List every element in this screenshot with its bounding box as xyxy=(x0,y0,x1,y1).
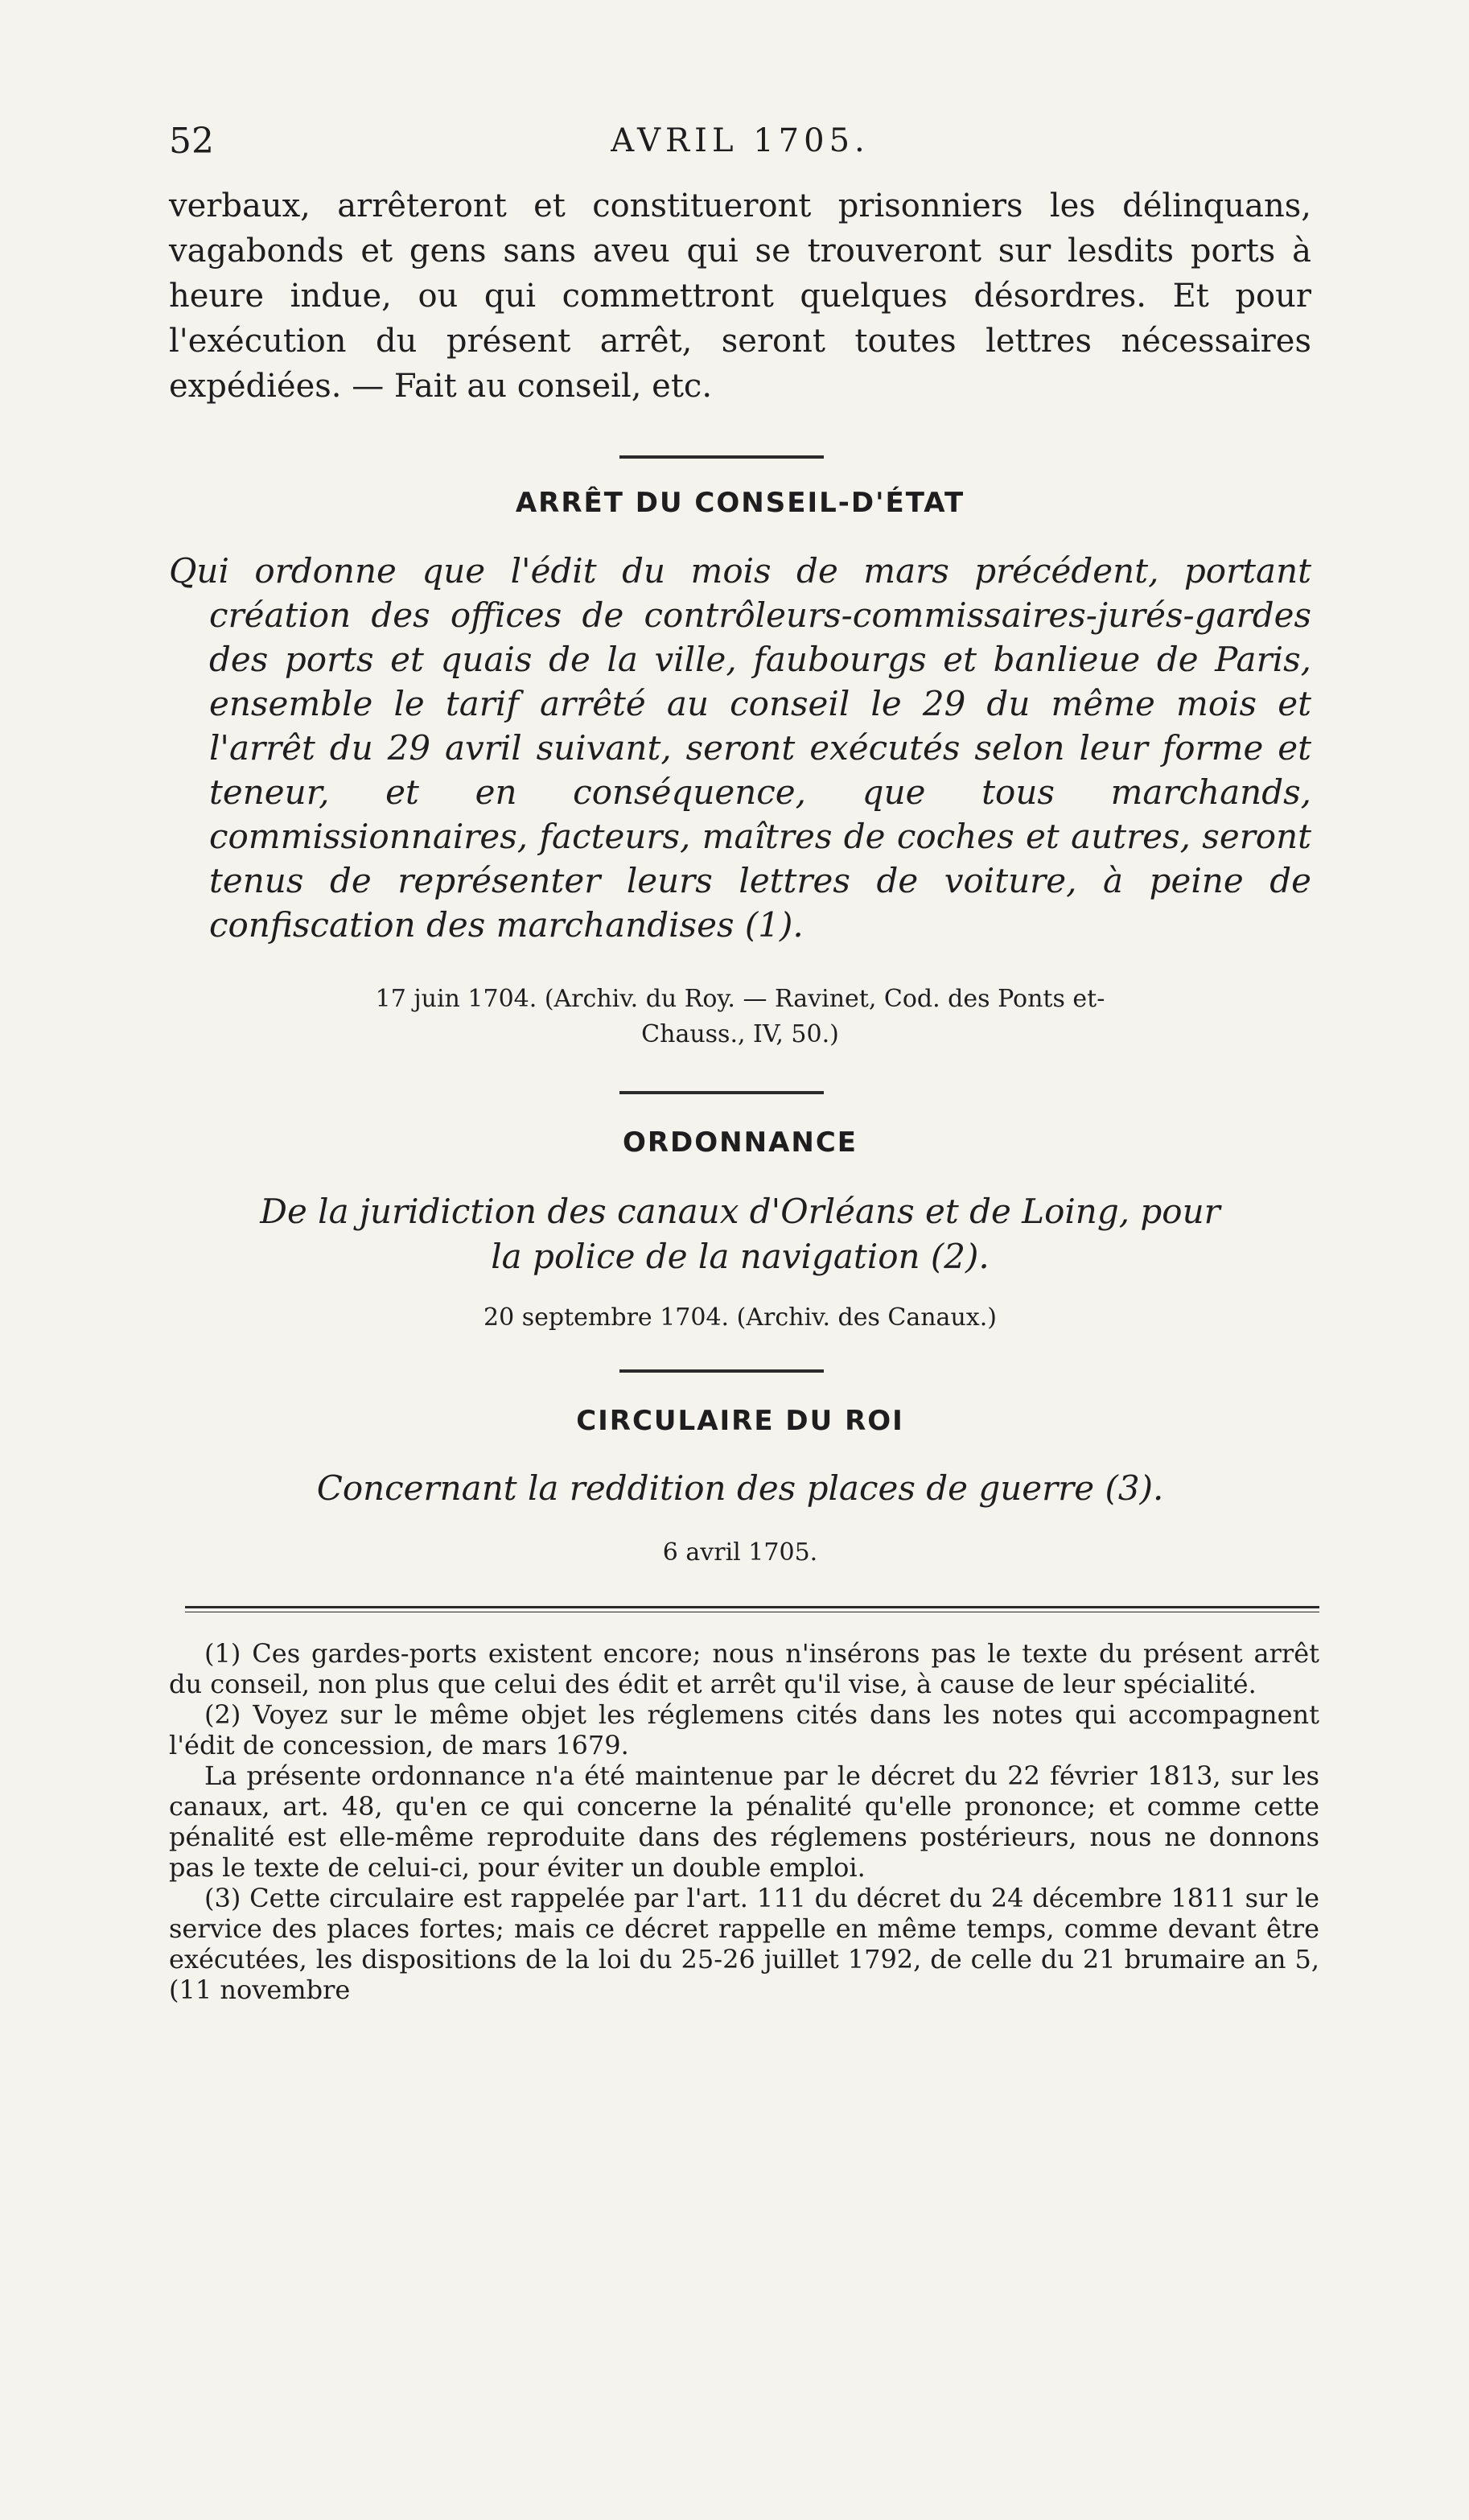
section-heading-ordonnance: ORDONNANCE xyxy=(622,1126,858,1159)
page-number: 52 xyxy=(169,121,214,162)
section-summary-circulaire-block xyxy=(169,1466,1311,1511)
section-summary-ordonnance-line1: De la juridiction des canaux d'Orléans et de Loing, pour xyxy=(260,1192,1220,1231)
footnote-separator xyxy=(185,1606,1319,1612)
section-heading-arret: ARRÊT DU CONSEIL-D'ÉTAT xyxy=(515,487,965,519)
section-summary-circulaire: Concernant la reddition des places de guerre (3). xyxy=(316,1468,1164,1508)
section-summary-arret-block xyxy=(169,549,1311,947)
footnote: (3) Cette circulaire est rappelée par l'art. 111 du décret du 24 décembre 1811 sur le service des places fortes; mais ce décret rappelle en même temps, comme devant être exécutées, les dispositions de la loi du 25-26 juillet 1792, de celle du 21 brumaire an 5, (11 novembre xyxy=(169,1883,1319,2005)
footnote: (1) Ces gardes-ports existent encore; nous n'insérons pas le texte du présent arrêt du conseil, non plus que celui des édit et arrêt qu'il vise, à cause de leur spécialité. xyxy=(169,1638,1319,1699)
running-head xyxy=(169,121,1311,169)
footnotes xyxy=(169,1638,1319,2005)
section-divider xyxy=(619,1091,824,1094)
section-date-arret: 17 juin 1704. (Archiv. du Roy. — Ravinet, Cod. des Ponts et- xyxy=(375,985,1105,1013)
section-divider xyxy=(619,455,824,459)
opening-paragraph: verbaux, arrêteront et constitueront prisonniers les délinquans, vagabonds et gens sans aveu qui se trouveront sur lesdits ports à heure indue, ou qui commettront quelques désordres. Et pour l'exécution du présent arrêt, seront toutes lettres nécessaires expédiées. — Fait au conseil, etc. xyxy=(169,187,1311,405)
section-summary-ordonnance-line2: la police de la navigation (2). xyxy=(491,1237,990,1276)
section-heading-circulaire: CIRCULAIRE DU ROI xyxy=(576,1405,904,1437)
section-date-ordonnance: 20 septembre 1704. (Archiv. des Canaux.) xyxy=(483,1303,997,1332)
section-summary-arret: Qui ordonne que l'édit du mois de mars précédent, portant création des offices de contrôleurs-commissaires-jurés-gardes des ports et quais de la ville, faubourgs et banlieue de Paris, ensemble le tarif arrêté au conseil le 29 du même mois et l'arrêt du 29 avril suivant, seront exécutés selon leur forme et teneur, et en conséquence, que tous marchands, commissionnaires, facteurs, maîtres de coches et autres, seront tenus de représenter leurs lettres de voiture, à peine de confiscation des marchandises (1). xyxy=(169,551,1311,945)
section-source-arret: Chauss., IV, 50.) xyxy=(641,1020,839,1048)
section-divider xyxy=(619,1369,824,1373)
footnote: La présente ordonnance n'a été maintenue par le décret du 22 février 1813, sur les canaux, art. 48, qu'en ce qui concerne la pénalité qu'elle prononce; et comme cette pénalité est elle-même reproduite dans des réglemens postérieurs, nous ne donnons pas le texte de celui-ci, pour éviter un double emploi. xyxy=(169,1760,1319,1883)
section-date-circulaire: 6 avril 1705. xyxy=(662,1538,818,1567)
section-summary-ordonnance-block xyxy=(169,1189,1311,1279)
running-title: AVRIL 1705. xyxy=(611,122,870,159)
opening-paragraph-block xyxy=(169,183,1311,409)
footnote: (2) Voyez sur le même objet les réglemens cités dans les notes qui accompagnent l'édit de concession, de mars 1679. xyxy=(169,1699,1319,1760)
